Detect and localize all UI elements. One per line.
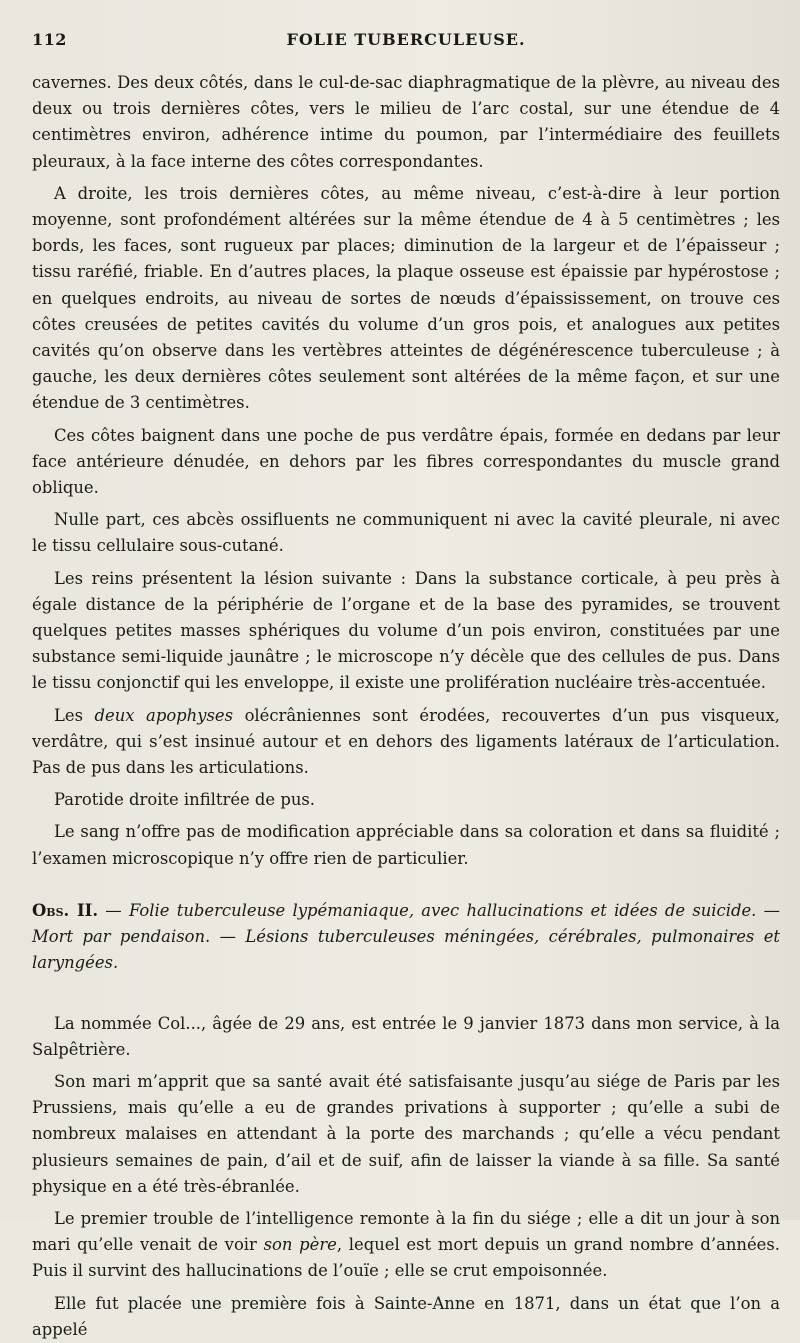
paragraph-col: La nommée Col..., âgée de 29 ans, est entrée le 9 janvier 1873 dans mon service, à la Salpêtrière. [32,1013,780,1059]
trouble-lead: Le premier trouble de l’intelligence remonte à la fin du siége ; elle a dit un jour à son mari qu’elle venait de voir [32,1208,780,1255]
paragraph-sang: Le sang n’offre pas de modification appréciable dans sa coloration et dans sa fluidité ; l’examen microscopique n’y offre rien de particulier. [32,822,780,868]
case-text [32,1011,780,1343]
paragraph-cotes-pus: Ces côtes baignent dans une poche de pus verdâtre épais, formée en dedans par leur face antérieure dénudée, en dehors par les fibres correspondantes du muscle grand oblique. [32,425,780,498]
running-title: FOLIE TUBERCULEUSE. [286,30,526,49]
autopsy-text [32,70,780,872]
trouble-emphasis: son père [263,1235,337,1255]
paragraph-sainte-anne: Elle fut placée une première fois à Sainte-Anne en 1871, dans un état que l’on a appelé [32,1293,780,1339]
apophyses-rest: olécrâniennes sont érodées, recouvertes d’un pus visqueux, verdâtre, qui s’est insinué autour et en dehors des ligaments latéraux de l’articulation. Pas de pus dans les articulations. [32,705,780,778]
paragraph-droite: A droite, les trois dernières côtes, au même niveau, c’est-à-dire à leur portion moyenne, sont profondément altérées sur la même étendue de 4 à 5 centimètres ; les bords, les faces, sont rugueux par places; diminution de la largeur et de l’épaisseur ; tissu raréfié, friable. En d’autres places, la plaque osseuse est épaissie par hypérostose ; en quelques endroits, au niveau de sortes de nœuds d’épaississement, on trouve ces côtes creusées de petites cavités du volume d’un gros pois, et analogues aux petites cavités qu’on observe dans les vertèbres atteintes de dégénérescence tuberculeuse ; à gauche, les deux dernières côtes seulement sont altérées de la même façon, et sur une étendue de 3 centimètres. [32,183,780,413]
observation-dash: — [98,900,129,920]
paragraph-apophyses [32,703,780,782]
paragraph-mari: Son mari m’apprit que sa santé avait été satisfaisante jusqu’au siége de Paris par les Prussiens, mais qu’elle a eu de grandes privations à supporter ; qu’elle a subi de nombreux malaises en attendant à la porte des marchands ; qu’elle a vécu pendant plusieurs semaines de pain, d’ail et de suif, afin de laisser la viande à sa fille. Sa santé physique en a été très-ébranlée. [32,1071,780,1196]
observation-number: Obs. II. [32,900,99,920]
page-number: 112 [32,30,67,49]
apophyses-emphasis: deux apophyses [94,705,234,725]
apophyses-lead: Les [54,705,95,725]
paragraph-parotide: Parotide droite infiltrée de pus. [54,790,316,810]
trouble-rest: , lequel est mort depuis un grand nombre d’années. Puis il survint des hallucinations de l’ouïe ; elle se crut empoisonnée. [32,1235,780,1281]
observation-heading [32,898,780,977]
paragraph-cavernes: cavernes. Des deux côtés, dans le cul-de-sac diaphragmatique de la plèvre, au niveau des deux ou trois dernières côtes, vers le milieu de l’arc costal, sur une étendue de 4 centimètres environ, adhérence intime du poumon, par l’intermédiaire des feuillets pleuraux, à la face interne des côtes correspondantes. [32,73,780,171]
running-head [32,26,780,56]
paragraph-abces: Nulle part, ces abcès ossifluents ne communiquent ni avec la cavité pleurale, ni avec le tissu cellulaire sous-cutané. [32,510,780,556]
paragraph-reins: Les reins présentent la lésion suivante : Dans la substance corticale, à peu près à égale distance de la périphérie de l’organe et de la base des pyramides, se trouvent quelques petites masses sphériques du volume d’un pois environ, constituées par une substance semi-liquide jaunâtre ; le microscope n’y décèle que des cellules de pus. Dans le tissu conjonctif qui les enveloppe, il existe une prolifération nucléaire très-accentuée. [32,568,780,693]
observation-title: Folie tuberculeuse lypémaniaque, avec hallucinations et idées de suicide. — Mort par pendaison. — Lésions tuberculeuses méningées, cérébrales, pulmonaires et laryngées. [32,900,781,973]
paragraph-trouble [32,1206,780,1285]
